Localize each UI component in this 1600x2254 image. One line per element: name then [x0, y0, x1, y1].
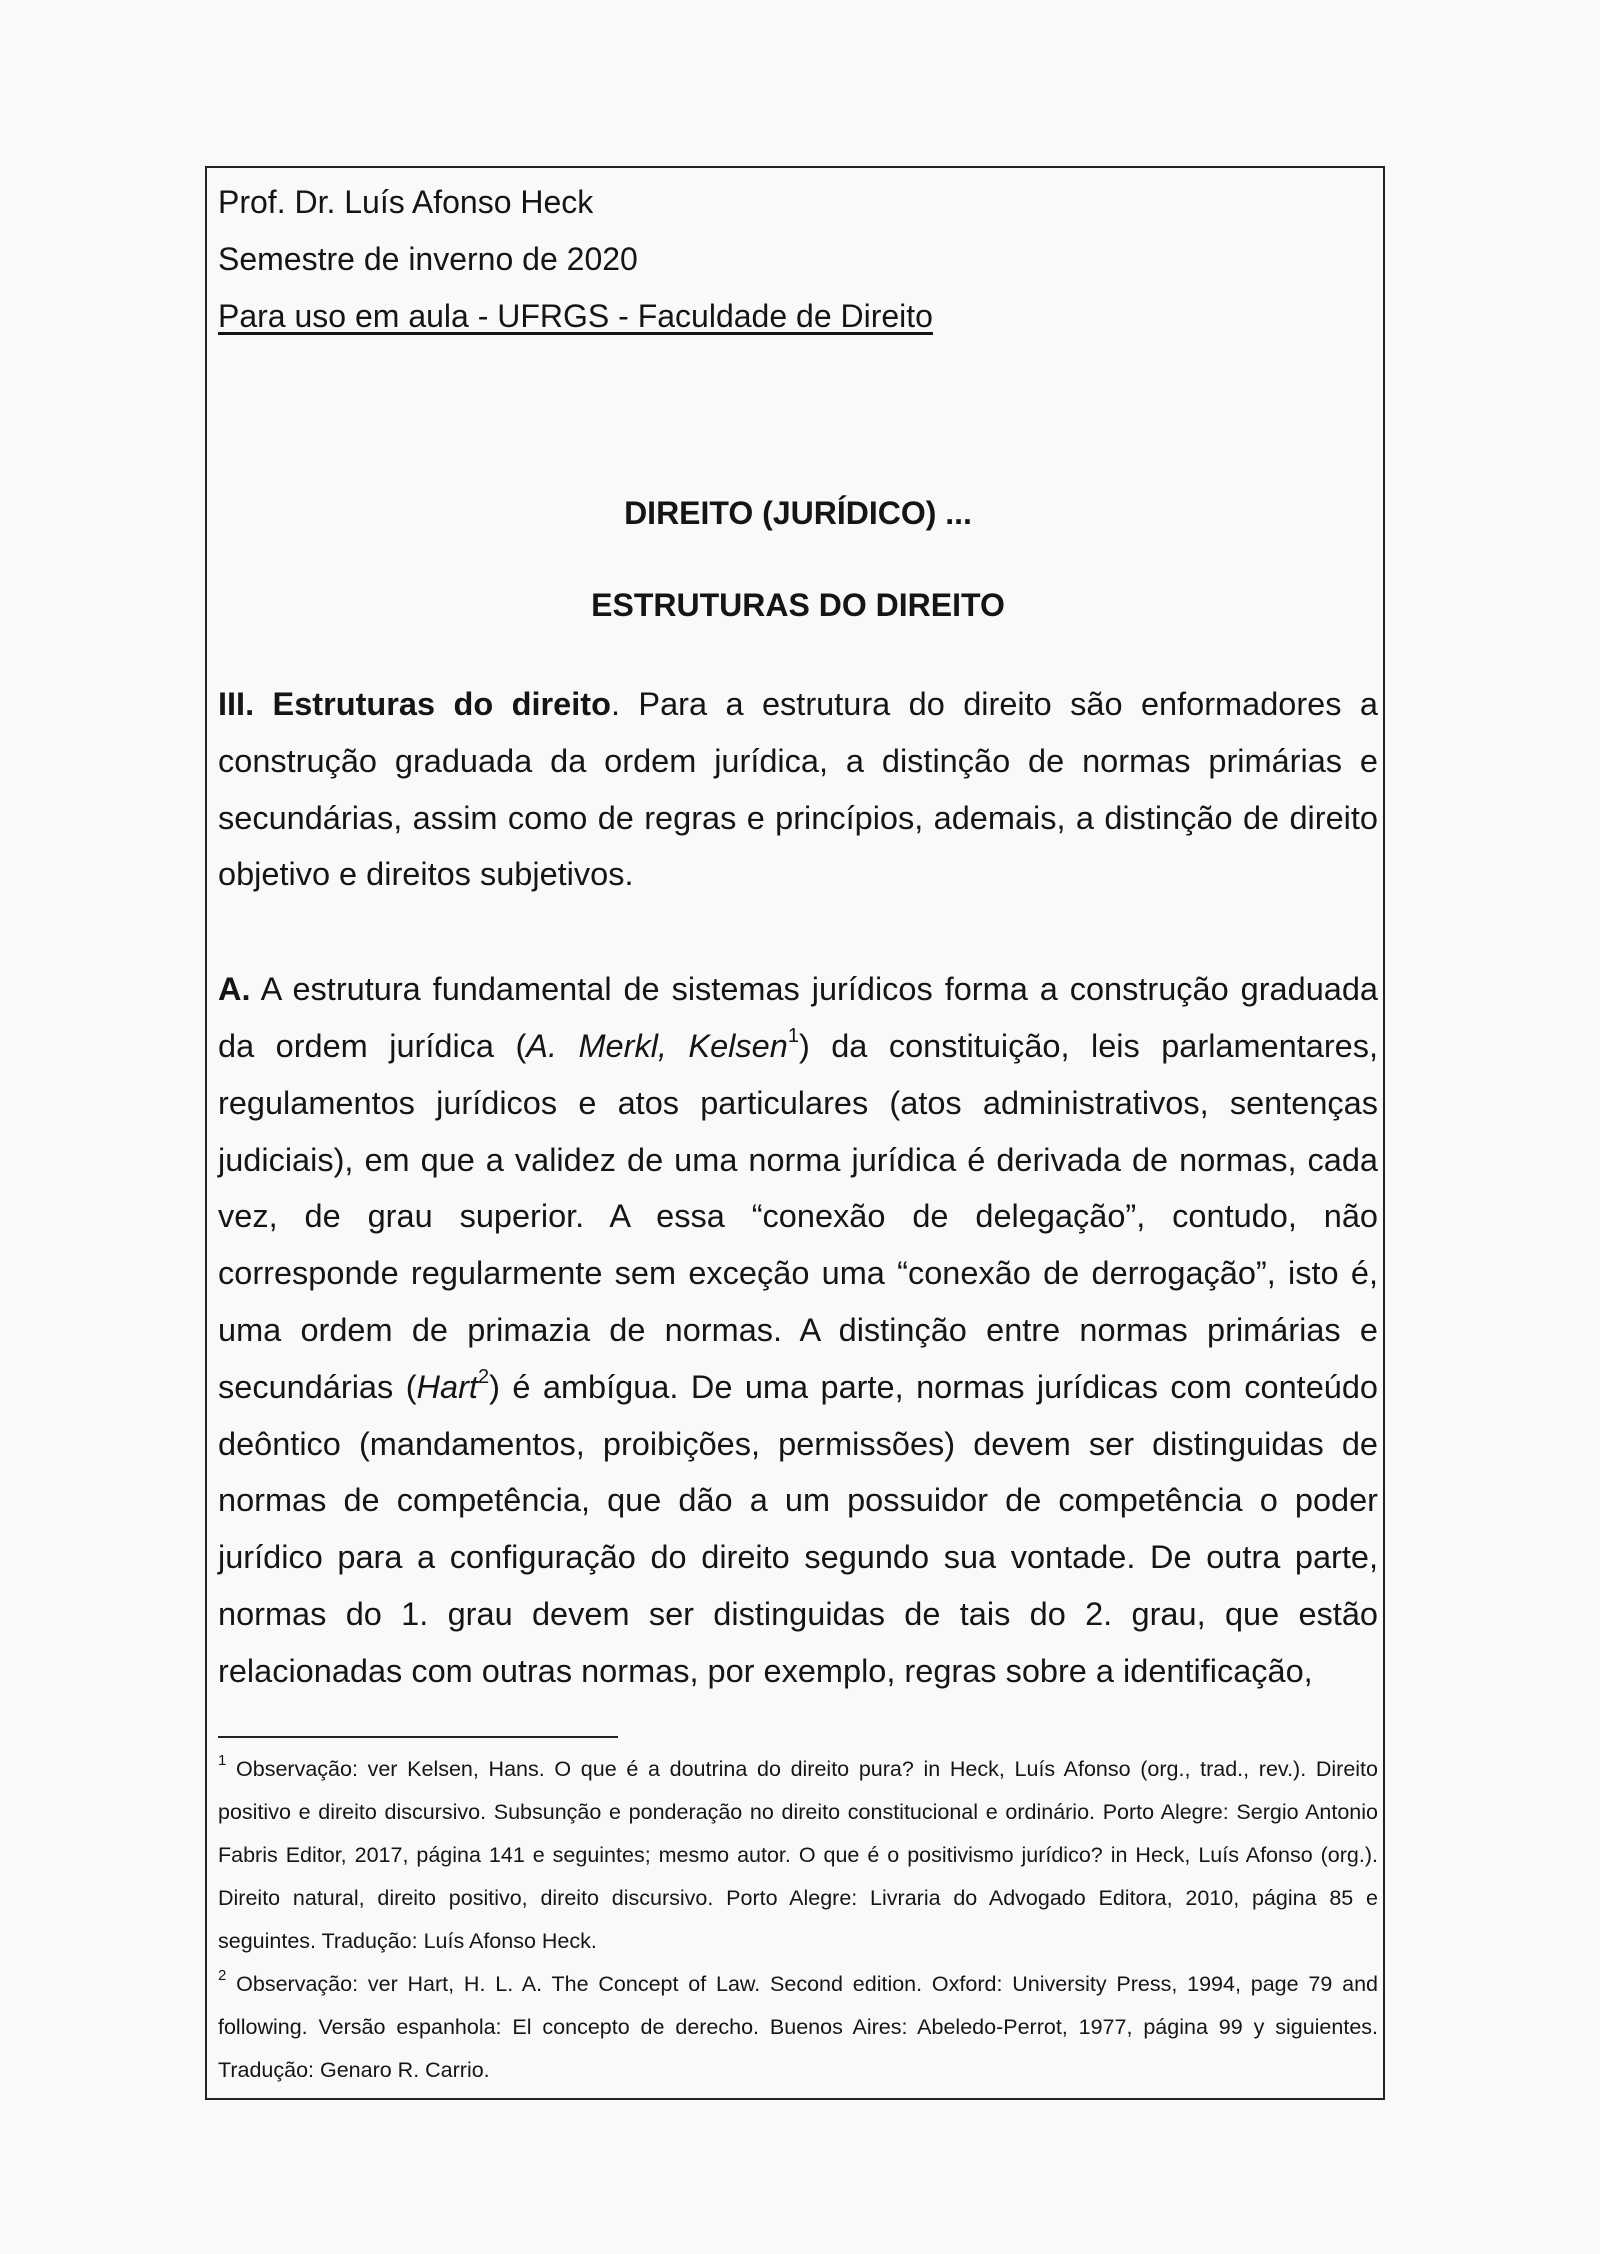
page-frame — [205, 166, 1385, 2100]
subtitle: ESTRUTURAS DO DIREITO — [591, 587, 1005, 623]
section-a-label: A. — [218, 971, 251, 1008]
footnote-2 — [218, 1963, 1378, 2092]
section-iii-label: III. Estruturas do direito — [218, 686, 611, 722]
footnote-separator — [218, 1736, 618, 1738]
section-iii-paragraph — [218, 676, 1378, 903]
footnote-2-text: Observação: ver Hart, H. L. A. The Concept of Law. Second edition. Oxford: University Press, 1994, page 79 and following. Versão espanhola: El concepto de derecho. Buenos Aires: Abeledo-Perrot, 1977, página 99 y siguientes. Tradução: Genaro R. Carrio. — [218, 1971, 1378, 2082]
section-iii-text: . Para a estrutura do direito são enformadores a construção graduada da ordem jurídica, a distinção de normas primárias e secundárias, assim como de regras e princípios, ademais, a distinção de direito objetivo e direitos subjetivos. — [218, 686, 1378, 893]
section-a-paragraph — [218, 961, 1378, 1699]
footnote-marker-2: 2 — [477, 1365, 490, 1388]
footnote-1 — [218, 1748, 1378, 1963]
reference-merkl-kelsen: A. Merkl, Kelsen — [526, 1027, 788, 1064]
section-a-text-3: ) é ambígua. De uma parte, normas jurídicas com conteúdo deôntico (mandamentos, proibições, permissões) devem ser distinguidas de normas de competência, que dão a um possuidor de competência o poder jurídico para a configuração do direito segundo sua vontade. De outra parte, normas do 1. grau devem ser distinguidas de tais do 2. grau, que estão relacionadas com outras normas, por exemplo, regras sobre a identificação, — [218, 1368, 1378, 1689]
page-content — [218, 168, 1378, 2092]
usage-line: Para uso em aula - UFRGS - Faculdade de Direito — [218, 298, 933, 334]
main-title: DIREITO (JURÍDICO) ... — [624, 495, 972, 531]
section-a-text-2: ) da constituição, leis parlamentares, regulamentos jurídicos e atos particulares (atos administrativos, sentenças judiciais), em que a validez de uma norma jurídica é derivada de normas, cada vez, de grau superior. A essa “conexão de delegação”, contudo, não corresponde regularmente sem exceção uma “conexão de derrogação”, isto é, uma ordem de primazia de normas. A distinção entre normas primárias e secundárias ( — [218, 1027, 1379, 1405]
reference-hart: Hart — [416, 1368, 478, 1405]
footnote-1-text: Observação: ver Kelsen, Hans. O que é a doutrina do direito pura? in Heck, Luís Afonso (org., trad., rev.). Direito positivo e direito discursivo. Subsunção e ponderação no direito constitucional e ordinário. Porto Alegre: Sergio Antonio Fabris Editor, 2017, página 141 e seguintes; mesmo autor. O que é o positivismo jurídico? in Heck, Luís Afonso (org.). Direito natural, direito positivo, direito discursivo. Porto Alegre: Livraria do Advogado Editora, 2010, página 85 e seguintes. Tradução: Luís Afonso Heck. — [218, 1756, 1378, 1953]
section-a-text-1: A estrutura fundamental de sistemas jurídicos forma a construção graduada da ordem jurídica ( — [218, 971, 1378, 1064]
footnote-1-number: 1 — [218, 1752, 227, 1770]
footnote-marker-1: 1 — [787, 1025, 799, 1048]
semester-line: Semestre de inverno de 2020 — [218, 241, 638, 277]
author-line: Prof. Dr. Luís Afonso Heck — [218, 184, 594, 220]
footnote-2-number: 2 — [218, 1967, 227, 1985]
